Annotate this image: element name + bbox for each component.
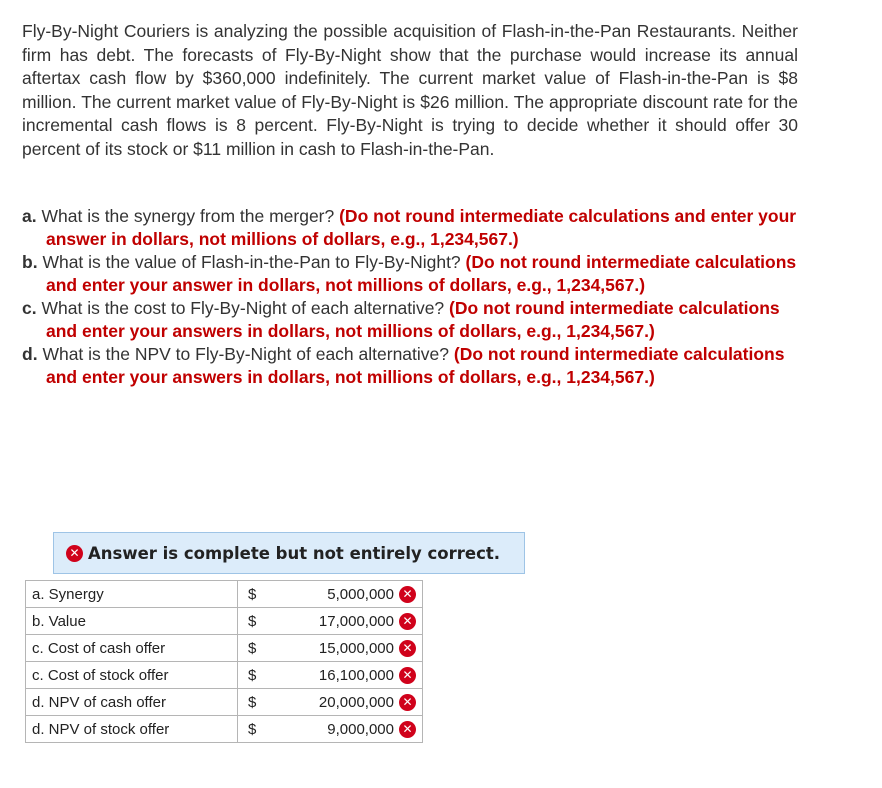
question-instruction: (Do not round intermediate calculations and enter your answer in dollars, not millions of dollars, e.g., 1,234,567.) [46, 252, 797, 295]
question-text: What is the NPV to Fly-By-Night of each alternative? [42, 344, 449, 364]
x-circle-icon: ✕ [399, 667, 416, 684]
question-list [22, 205, 812, 389]
x-circle-icon: ✕ [399, 586, 416, 603]
answer-status-banner [53, 532, 525, 574]
answer-input-cost-cash[interactable]: 15,000,000 [318, 639, 394, 657]
table-row [26, 581, 423, 608]
answer-input-synergy[interactable]: 5,000,000 [327, 585, 394, 603]
row-label: a. Synergy [26, 581, 238, 608]
row-label: b. Value [26, 608, 238, 635]
table-row [26, 662, 423, 689]
currency-symbol: $ [248, 639, 257, 657]
x-circle-icon: ✕ [399, 640, 416, 657]
answer-input-value[interactable]: 17,000,000 [318, 612, 394, 630]
question-instruction: (Do not round intermediate calculations and enter your answer in dollars, not millions of dollars, e.g., 1,234,567.) [46, 206, 797, 249]
x-circle-icon: ✕ [399, 694, 416, 711]
question-letter: a. [22, 206, 37, 226]
currency-symbol: $ [248, 612, 257, 630]
x-circle-icon: ✕ [399, 613, 416, 630]
question-letter: d. [22, 344, 38, 364]
row-label: c. Cost of stock offer [26, 662, 238, 689]
question-c [22, 297, 812, 343]
answer-input-npv-cash[interactable]: 20,000,000 [318, 693, 394, 711]
question-letter: b. [22, 252, 38, 272]
row-label: c. Cost of cash offer [26, 635, 238, 662]
answer-status-text: Answer is complete but not entirely correct. [88, 543, 501, 563]
x-circle-icon: ✕ [399, 721, 416, 738]
row-label: d. NPV of stock offer [26, 716, 238, 743]
question-text: What is the synergy from the merger? [41, 206, 335, 226]
question-letter: c. [22, 298, 37, 318]
question-d [22, 343, 812, 389]
question-a [22, 205, 812, 251]
currency-symbol: $ [248, 585, 257, 603]
question-b [22, 251, 812, 297]
currency-symbol: $ [248, 693, 257, 711]
row-label: d. NPV of cash offer [26, 689, 238, 716]
question-instruction: (Do not round intermediate calculations and enter your answers in dollars, not millions of dollars, e.g., 1,234,567.) [46, 298, 780, 341]
table-row [26, 608, 423, 635]
answer-input-cost-stock[interactable]: 16,100,000 [318, 666, 394, 684]
question-instruction: (Do not round intermediate calculations and enter your answers in dollars, not millions of dollars, e.g., 1,234,567.) [46, 344, 785, 387]
table-row [26, 689, 423, 716]
table-row [26, 635, 423, 662]
question-text: What is the value of Flash-in-the-Pan to Fly-By-Night? [42, 252, 461, 272]
x-circle-icon: ✕ [66, 545, 83, 562]
currency-symbol: $ [248, 720, 257, 738]
answer-input-npv-stock[interactable]: 9,000,000 [327, 720, 394, 738]
currency-symbol: $ [248, 666, 257, 684]
answer-table [25, 580, 423, 743]
question-text: What is the cost to Fly-By-Night of each alternative? [41, 298, 445, 318]
table-row [26, 716, 423, 743]
problem-statement: Fly-By-Night Couriers is analyzing the possible acquisition of Flash-in-the-Pan Restaurants. Neither firm has debt. The forecasts of Fly-By-Night show that the purchase would increase its annual aftertax cash flow by $360,000 indefinitely. The current market value of Flash-in-the-Pan is $8 million. The current market value of Fly-By-Night is $26 million. The appropriate discount rate for the incremental cash flows is 8 percent. Fly-By-Night is trying to decide whether it should offer 30 percent of its stock or $11 million in cash to Flash-in-the-Pan. [22, 21, 798, 159]
